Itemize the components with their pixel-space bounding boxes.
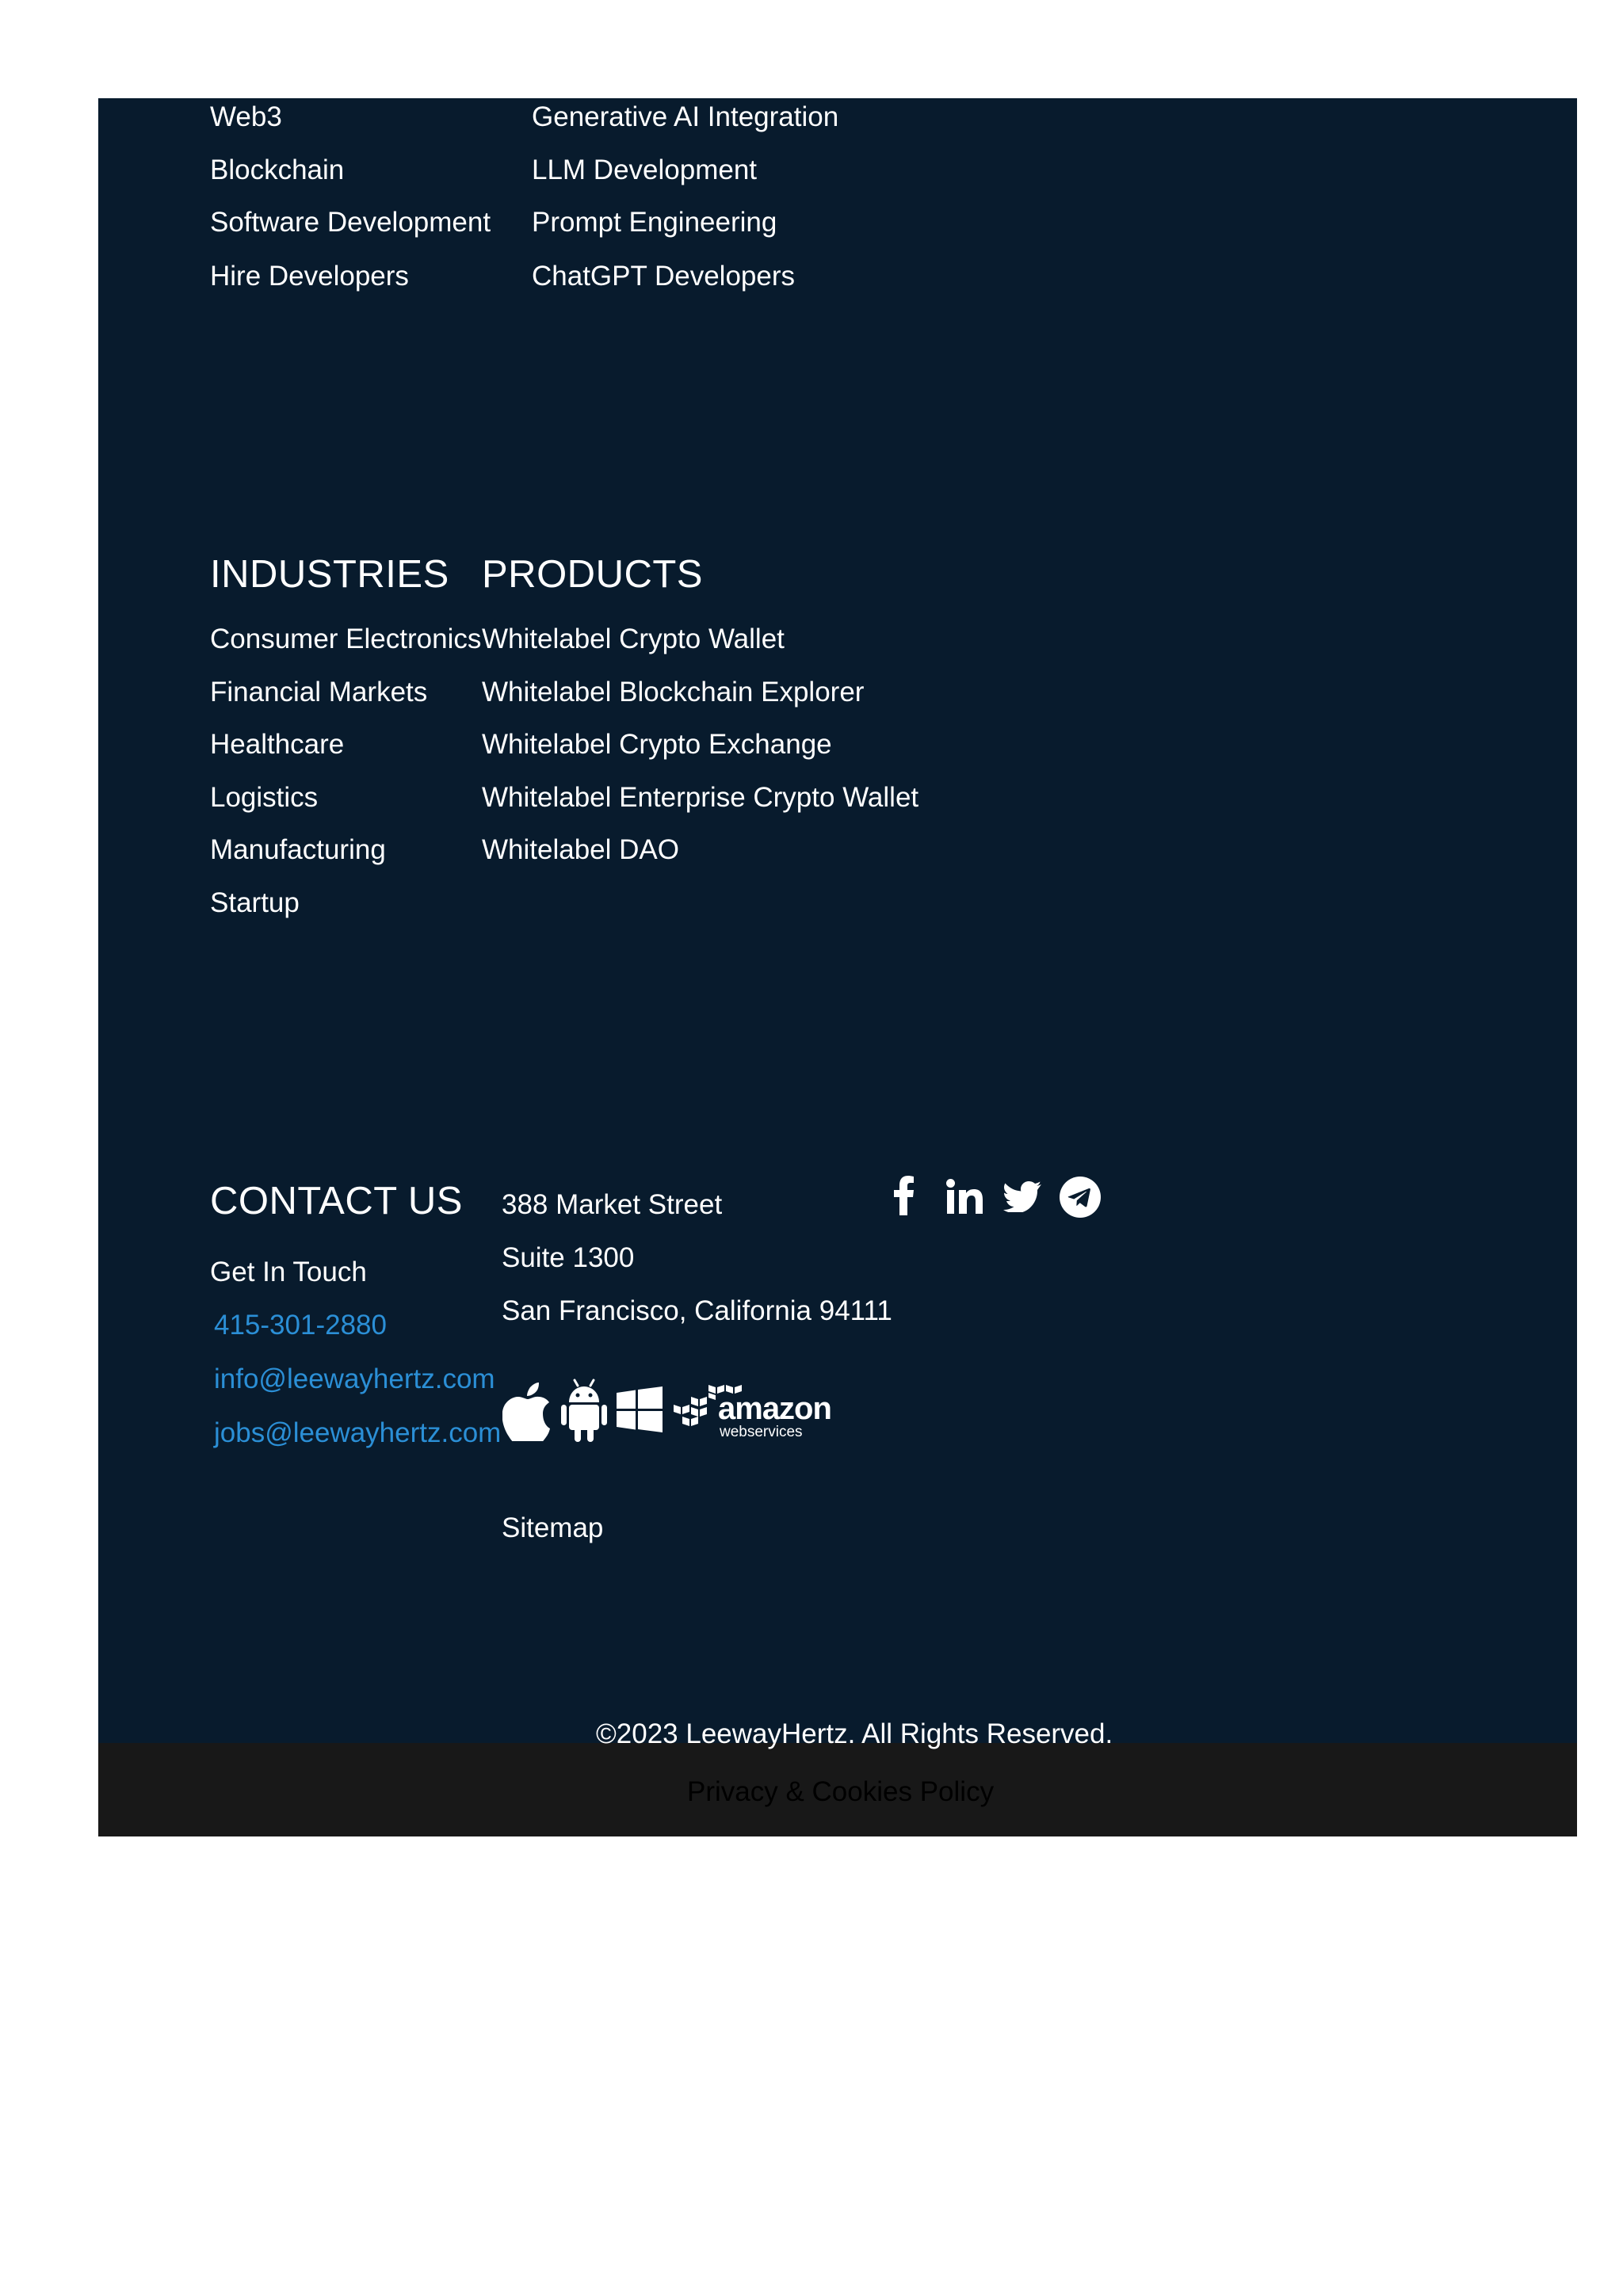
footer-link-generative-ai[interactable]: Generative AI Integration bbox=[532, 101, 839, 132]
industry-link[interactable]: Manufacturing bbox=[210, 834, 386, 865]
footer-link-chatgpt-developers[interactable]: ChatGPT Developers bbox=[532, 261, 796, 292]
footer-link-prompt-engineering[interactable]: Prompt Engineering bbox=[532, 207, 777, 238]
windows-icon bbox=[617, 1386, 663, 1432]
footer-link-blockchain[interactable]: Blockchain bbox=[210, 154, 345, 185]
product-link[interactable]: Whitelabel Crypto Wallet bbox=[482, 624, 785, 654]
product-link[interactable]: Whitelabel DAO bbox=[482, 834, 679, 865]
twitter-icon[interactable] bbox=[1003, 1180, 1041, 1212]
email-info-link[interactable]: info@leewayhertz.com bbox=[214, 1363, 495, 1394]
android-icon bbox=[561, 1379, 607, 1442]
address-line-3: San Francisco, California 94111 bbox=[502, 1295, 892, 1326]
linkedin-icon[interactable] bbox=[946, 1179, 983, 1214]
footer-link-software-development[interactable]: Software Development bbox=[210, 207, 491, 238]
site-footer bbox=[98, 98, 1577, 1743]
email-jobs-link[interactable]: jobs@leewayhertz.com bbox=[214, 1417, 502, 1448]
aws-wordmark-sub: webservices bbox=[720, 1424, 803, 1440]
contact-heading: CONTACT US bbox=[210, 1180, 463, 1222]
copyright-text: ©2023 LeewayHertz. All Rights Reserved. bbox=[596, 1718, 1113, 1749]
footer-link-hire-developers[interactable]: Hire Developers bbox=[210, 261, 409, 292]
phone-link[interactable]: 415-301-2880 bbox=[214, 1310, 387, 1341]
footer-link-web3[interactable]: Web3 bbox=[210, 101, 282, 132]
industry-link[interactable]: Startup bbox=[210, 887, 300, 918]
aws-icon bbox=[674, 1385, 832, 1440]
product-link[interactable]: Whitelabel Enterprise Crypto Wallet bbox=[482, 782, 919, 813]
industries-heading: INDUSTRIES bbox=[210, 553, 449, 596]
product-link[interactable]: Whitelabel Crypto Exchange bbox=[482, 729, 832, 760]
products-heading: PRODUCTS bbox=[482, 553, 703, 596]
facebook-icon[interactable] bbox=[894, 1176, 915, 1215]
get-in-touch-label: Get In Touch bbox=[210, 1257, 367, 1287]
industry-link[interactable]: Consumer Electronics bbox=[210, 624, 482, 654]
apple-icon bbox=[502, 1383, 552, 1441]
address-line-2: Suite 1300 bbox=[502, 1242, 635, 1273]
product-link[interactable]: Whitelabel Blockchain Explorer bbox=[482, 677, 865, 707]
industry-link[interactable]: Financial Markets bbox=[210, 677, 428, 707]
aws-wordmark: amazon bbox=[718, 1391, 831, 1426]
privacy-policy-link[interactable]: Privacy & Cookies Policy bbox=[687, 1776, 995, 1807]
footer-link-llm-development[interactable]: LLM Development bbox=[532, 154, 758, 185]
industry-link[interactable]: Healthcare bbox=[210, 729, 345, 760]
address-line-1: 388 Market Street bbox=[502, 1189, 723, 1220]
sitemap-link[interactable]: Sitemap bbox=[502, 1512, 604, 1543]
telegram-icon[interactable] bbox=[1060, 1177, 1101, 1218]
industry-link[interactable]: Logistics bbox=[210, 782, 319, 813]
